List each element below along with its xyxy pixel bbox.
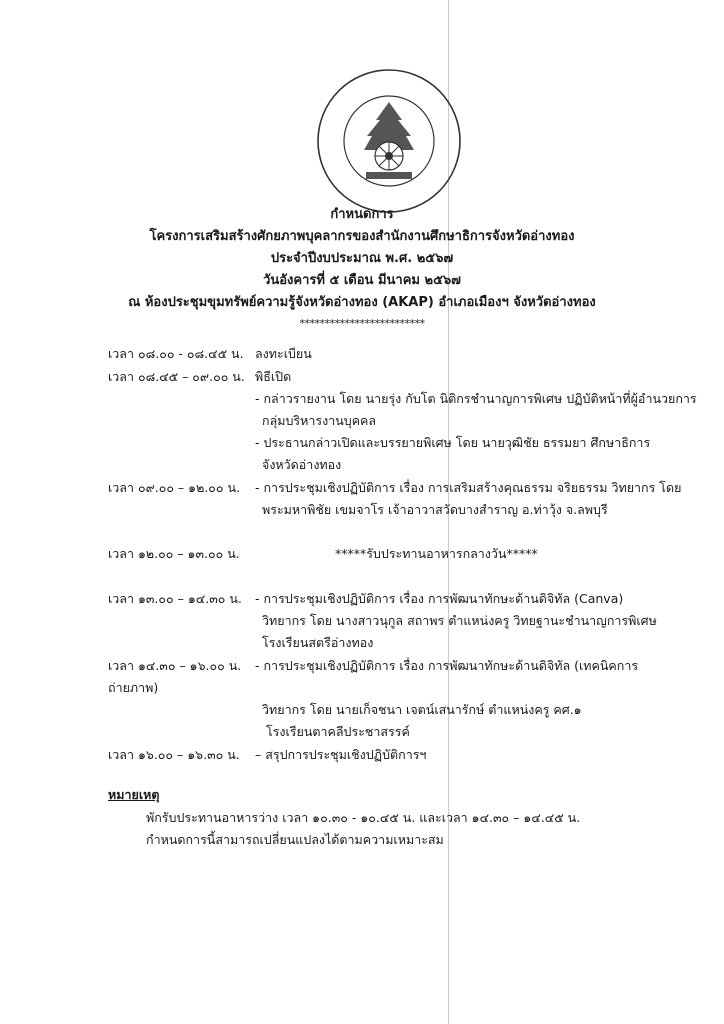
notes-heading: หมายเหตุ xyxy=(108,787,160,802)
time-slot-7: เวลา ๑๖.๐๐ – ๑๖.๓๐ น. xyxy=(108,747,240,762)
agenda-item-2: พิธีเปิด xyxy=(255,369,292,384)
notes-line-1: พักรับประทานอาหารว่าง เวลา ๑๐.๓๐ - ๑๐.๔๕ น. และเวลา ๑๔.๓๐ – ๑๔.๔๕ น. xyxy=(146,810,581,825)
event-venue: ณ ห้องประชุมขุมทรัพย์ความรู้จังหวัดอ่างทอง (AKAP) อำเภอเมืองฯ จังหวัดอ่างทอง xyxy=(128,295,596,310)
agenda-item-2b: - ประธานกล่าวเปิดและบรรยายพิเศษ โดย นายวุฒิชัย ธรรมยา ศึกษาธิการ xyxy=(255,435,651,450)
agenda-item-5-school: โรงเรียนสตรีอ่างทอง xyxy=(262,635,374,650)
time-slot-2: เวลา ๐๘.๔๕ – ๐๙.๐๐ น. xyxy=(108,369,245,384)
time-slot-5: เวลา ๑๓.๐๐ – ๑๔.๓๐ น. xyxy=(108,591,242,606)
schedule-title: กำหนดการ xyxy=(330,207,394,222)
header-divider: ************************* xyxy=(299,317,425,330)
time-slot-4: เวลา ๑๒.๐๐ – ๑๓.๐๐ น. xyxy=(108,546,240,561)
time-slot-6: เวลา ๑๔.๓๐ – ๑๖.๐๐ น. xyxy=(108,658,242,673)
fiscal-year: ประจำปีงบประมาณ พ.ศ. ๒๕๖๗ xyxy=(270,251,454,266)
notes-line-2: กำหนดการนี้สามารถเปลี่ยนแปลงได้ตามความเหมาะสม xyxy=(146,832,444,847)
provincial-education-office-seal xyxy=(316,68,462,214)
agenda-item-1: ลงทะเบียน xyxy=(255,346,312,361)
time-slot-1: เวลา ๐๘.๐๐ - ๐๘.๔๕ น. xyxy=(108,346,244,361)
seal-emblem-icon xyxy=(316,68,462,214)
time-slot-3: เวลา ๐๙.๐๐ – ๑๒.๐๐ น. xyxy=(108,480,241,495)
agenda-item-5: - การประชุมเชิงปฏิบัติการ เรื่อง การพัฒนาทักษะด้านดิจิทัล (Canva) xyxy=(255,591,624,606)
agenda-item-3-cont: พระมหาพิชัย เขมจาโร เจ้าอาวาสวัดบางสำราญ อ.ท่าวุ้ง จ.ลพบุรี xyxy=(262,502,608,517)
agenda-item-3: - การประชุมเชิงปฏิบัติการ เรื่อง การเสริมสร้างคุณธรรม จริยธรรม วิทยากร โดย xyxy=(255,480,682,495)
agenda-item-2a-cont: กลุ่มบริหารงานบุคคล xyxy=(262,413,377,428)
agenda-item-6-wrap: ถ่ายภาพ) xyxy=(108,680,159,695)
agenda-item-2a: - กล่าวรายงาน โดย นายรุ่ง กับโต นิติกรชำนาญการพิเศษ ปฏิบัติหน้าที่ผู้อำนวยการ xyxy=(255,391,697,406)
agenda-item-6-school: โรงเรียนตาคลีประชาสรรค์ xyxy=(266,724,410,739)
project-name: โครงการเสริมสร้างศักยภาพบุคลากรของสำนักงานศึกษาธิการจังหวัดอ่างทอง xyxy=(149,229,575,244)
agenda-item-7: – สรุปการประชุมเชิงปฏิบัติการฯ xyxy=(255,747,427,762)
agenda-item-6: - การประชุมเชิงปฏิบัติการ เรื่อง การพัฒนาทักษะด้านดิจิทัล (เทคนิคการ xyxy=(255,658,639,673)
agenda-item-6-cont: วิทยากร โดย นายเก็จชนา เจตน์เสนารักษ์ ตำแหน่งครู คศ.๑ xyxy=(262,702,582,717)
agenda-item-4: *****รับประทานอาหารกลางวัน***** xyxy=(335,546,538,561)
event-date: วันอังคารที่ ๕ เดือน มีนาคม ๒๕๖๗ xyxy=(263,273,461,288)
agenda-item-2b-cont: จังหวัดอ่างทอง xyxy=(262,457,342,472)
agenda-item-5-cont: วิทยากร โดย นางสาวนุกูล สถาพร ตำแหน่งครู วิทยฐานะชำนาญการพิเศษ xyxy=(262,613,657,628)
